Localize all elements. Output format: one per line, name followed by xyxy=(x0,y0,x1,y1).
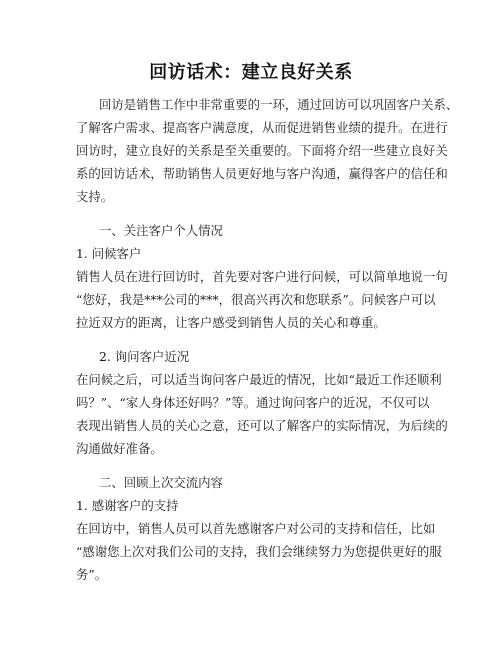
paragraph-line: 系的回访话术，帮助销售人员更好地与客户沟通，赢得客户的信任和 xyxy=(76,166,448,181)
subsection-heading: 2. 询问客户近况 xyxy=(99,349,190,364)
paragraph-line: “您好，我是***公司的***，很高兴再次和您联系”。问候客户可以 xyxy=(76,292,436,307)
paragraph-line: 拉近双方的距离，让客户感受到销售人员的关心和尊重。 xyxy=(76,315,386,330)
page-title: 回访话术：建立良好关系 xyxy=(149,62,353,83)
paragraph-line: 吗？”、“家人身体还好吗？”等。通过询问客户的近况，不仅可以 xyxy=(76,395,430,410)
paragraph-line: 在回访中，销售人员可以首先感谢客户对公司的支持和信任，比如 xyxy=(76,521,436,536)
subsection-heading: 1. 感谢客户的支持 xyxy=(76,498,179,513)
paragraph-line: 回访是销售工作中非常重要的一环，通过回访可以巩固客户关系、 xyxy=(99,97,459,112)
section-heading: 一、关注客户个人情况 xyxy=(99,223,223,238)
paragraph-line: 务”。 xyxy=(76,567,108,582)
paragraph-line: 在问候之后，可以适当询问客户最近的情况，比如“最近工作还顺利 xyxy=(76,372,442,387)
subsection-heading: 1. 问候客户 xyxy=(76,246,142,261)
paragraph-line: 销售人员在进行回访时，首先要对客户进行问候，可以简单地说一句 xyxy=(76,269,448,284)
paragraph-line: 支持。 xyxy=(76,189,114,204)
paragraph-line: 了解客户需求、提高客户满意度，从而促进销售业绩的提升。在进行 xyxy=(76,120,448,135)
section-heading: 二、回顾上次交流内容 xyxy=(99,475,223,490)
paragraph-line: 回访时，建立良好的关系是至关重要的。下面将介绍一些建立良好关 xyxy=(76,143,448,158)
paragraph-line: “感谢您上次对我们公司的支持，我们会继续努力为您提供更好的服 xyxy=(76,544,442,559)
paragraph-line: 沟通做好准备。 xyxy=(76,441,163,456)
paragraph-line: 表现出销售人员的关心之意，还可以了解客户的实际情况，为后续的 xyxy=(76,418,448,433)
